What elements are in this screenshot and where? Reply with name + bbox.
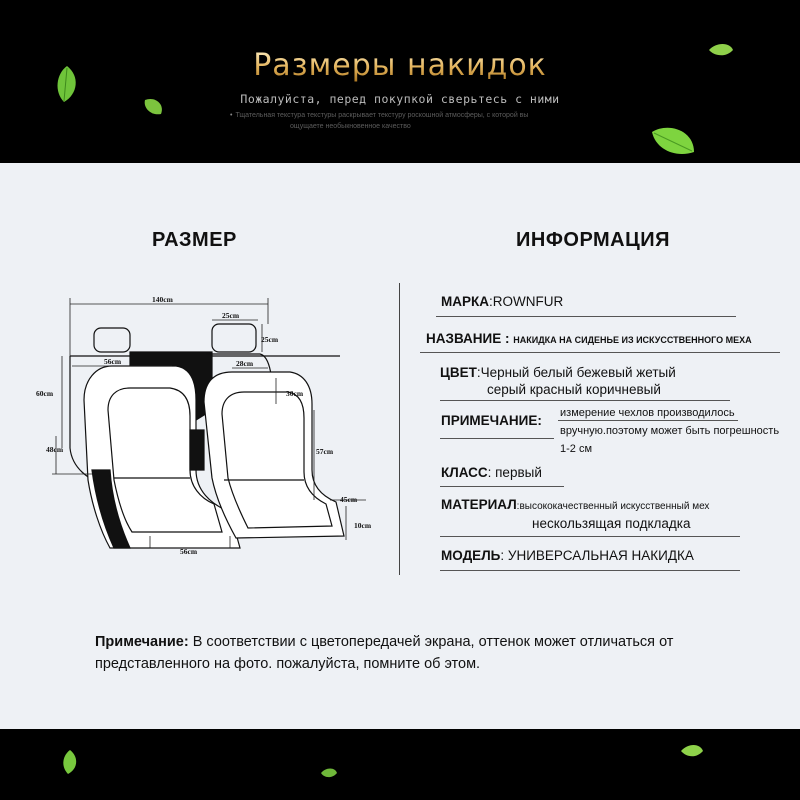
note-line: вручную.поэтому может быть погрешность — [560, 425, 780, 437]
note-line: измерение чехлов производилось — [560, 407, 735, 419]
material-row — [441, 496, 709, 532]
row-underline — [440, 400, 730, 401]
note-line: 1-2 см — [560, 443, 593, 455]
class-label: КЛАСС — [441, 465, 488, 480]
info-heading: ИНФОРМАЦИЯ — [516, 229, 670, 251]
leaf-icon — [60, 749, 80, 775]
bottom-banner — [0, 729, 800, 800]
model-value: : УНИВЕРСАЛЬНАЯ НАКИДКА — [500, 548, 694, 563]
note-value — [560, 404, 779, 458]
leaf-icon — [650, 124, 696, 158]
size-heading: РАЗМЕР — [152, 229, 237, 251]
leaf-icon — [680, 743, 704, 759]
color-row — [440, 364, 676, 398]
dim-label: 60cm — [36, 389, 54, 398]
name-row — [426, 330, 752, 349]
class-row — [441, 464, 542, 481]
dim-label: 30cm — [286, 389, 304, 398]
footer-note-label: Примечание: — [95, 634, 189, 650]
fine-print-line: Тщательная текстура текстуры раскрывает текстуру роскошной атмосферы, с которой вы — [235, 112, 529, 119]
dim-label: 28cm — [236, 359, 254, 368]
dim-label: 57cm — [316, 447, 334, 456]
row-underline — [440, 536, 740, 537]
material-value: нескользящая подкладка — [532, 516, 691, 531]
note-row — [441, 412, 542, 429]
dim-label: 25cm — [222, 311, 240, 320]
seat-dimensions-diagram — [30, 290, 390, 565]
brand-row — [441, 293, 563, 310]
dim-label: 10cm — [354, 521, 372, 530]
row-underline — [420, 352, 780, 353]
row-underline — [436, 316, 736, 317]
row-underline — [440, 486, 564, 487]
dim-label: 140cm — [152, 295, 173, 304]
dim-label: 48cm — [46, 445, 64, 454]
model-row — [441, 547, 694, 564]
name-label: НАЗВАНИЕ : — [426, 331, 514, 346]
brand-value: :ROWNFUR — [489, 294, 564, 309]
color-label: ЦВЕТ — [440, 365, 477, 380]
material-label: МАТЕРИАЛ — [441, 497, 517, 512]
color-value: :Черный белый бежевый жетый — [476, 365, 676, 380]
fine-print-line: ощущаете необыкновенное качество — [290, 123, 411, 130]
page-title: Размеры накидок — [0, 48, 800, 83]
row-underline — [558, 420, 738, 421]
row-underline — [440, 570, 740, 571]
note-label: ПРИМЕЧАНИЕ — [441, 413, 538, 428]
dim-label: 25cm — [261, 335, 279, 344]
brand-label: МАРКА — [441, 294, 489, 309]
note-colon: : — [537, 413, 542, 428]
column-divider — [399, 283, 400, 575]
material-value: :высококачественный искусственный мех — [516, 501, 710, 512]
page-subtitle: Пожалуйста, перед покупкой сверьтесь с ними — [240, 92, 560, 106]
dim-label: 56cm — [180, 547, 198, 556]
dim-label: 45cm — [340, 495, 358, 504]
top-banner — [0, 0, 800, 163]
banner-fine-print: • Тщательная текстура текстуры раскрывает текстуру роскошной атмосферы, с которой вы ощущаете необыкновенное качество — [230, 110, 560, 132]
leaf-icon — [320, 767, 338, 779]
footer-note — [95, 631, 755, 675]
dim-label: 56cm — [104, 357, 122, 366]
name-value: НАКИДКА НА СИДЕНЬЕ ИЗ ИСКУССТВЕННОГО МЕХА — [513, 335, 752, 345]
footer-note-text: В соответствии с цветопередачей экрана, оттенок может отличаться от представленного на фото. пожалуйста, помните об этом. — [95, 634, 674, 672]
color-value: серый красный коричневый — [487, 382, 661, 397]
class-value: : первый — [487, 465, 542, 480]
model-label: МОДЕЛЬ — [441, 548, 501, 563]
row-underline — [440, 438, 554, 439]
